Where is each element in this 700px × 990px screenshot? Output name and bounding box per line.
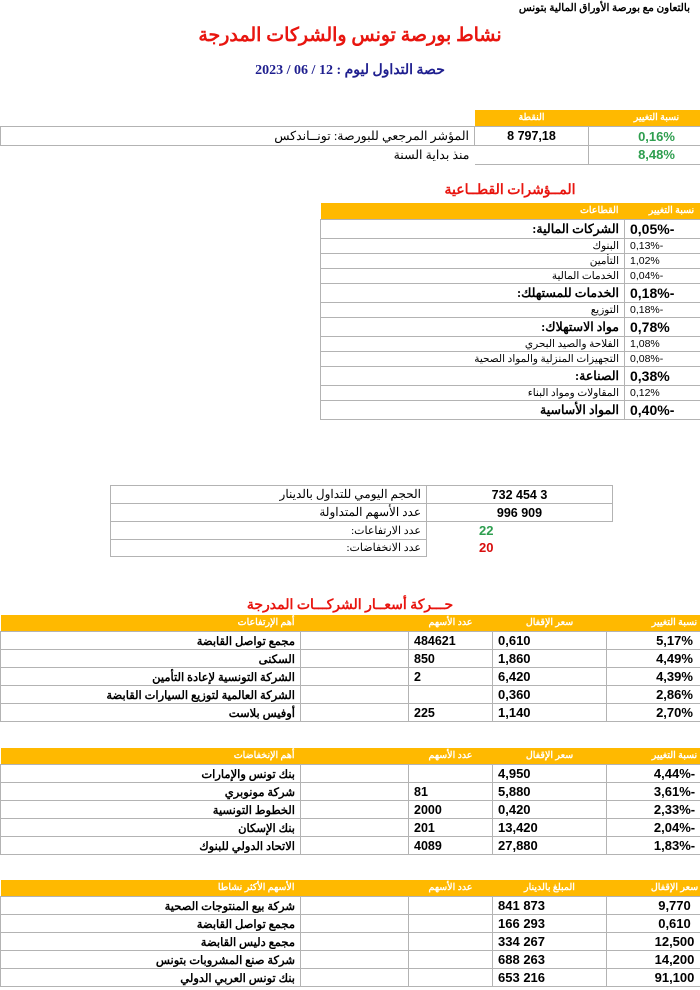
share-count: 201 [409,819,493,837]
col-amount: المبلغ بالدينار [493,880,607,897]
company-name: شركة بيع المنتوجات الصحية [1,897,301,915]
table-row [321,386,700,401]
share-count: 2 [409,668,493,686]
index-label: المؤشر المرجعي للبورصة: تونــاندكس [1,127,475,146]
stat-label: عدد الارتفاعات: [111,522,427,540]
sector-name: التوزيع [321,303,625,318]
share-count [409,933,493,951]
close-price: 14,200 [607,951,700,969]
sector-name: الفلاحة والصيد البحري [321,337,625,352]
table-row [1,704,700,722]
losers-header-row [1,748,700,765]
sector-name: المواد الأساسية [321,401,625,420]
close-price: 5,880 [493,783,607,801]
company-name: شركة مونوبري [1,783,301,801]
table-row [1,969,700,987]
sector-name: البنوك [321,239,625,254]
sector-name: الخدمات المالية [321,269,625,284]
change-pct: -3,61% [607,783,700,801]
close-price: 0,420 [493,801,607,819]
index-label-year: منذ بداية السنة [1,146,475,165]
amount-dinar: 263 688 [493,951,607,969]
sector-header-row [321,203,700,220]
spacer-cell [301,650,409,668]
col-qty: عدد الأسهم [409,615,493,632]
movements-heading: حـــركة أسعــار الشركـــات المدرجة [246,598,454,613]
sector-change: -0,08% [625,352,700,367]
close-price: 1,860 [493,650,607,668]
table-row [321,269,700,284]
spacer-cell [301,632,409,650]
sector-change: 0,78% [625,318,700,337]
amount-dinar: 293 166 [493,915,607,933]
table-row [1,837,700,855]
spacer-cell [301,951,409,969]
close-price: 27,880 [493,837,607,855]
close-price: 0,610 [493,632,607,650]
table-row [1,951,700,969]
table-row [1,915,700,933]
index-table [0,110,700,165]
share-count: 484621 [409,632,493,650]
table-row [1,127,700,146]
change-pct: -2,04% [607,819,700,837]
col-price: سعر الإقفال [493,748,607,765]
col-gap [301,615,409,632]
close-price: 1,140 [493,704,607,722]
index-point-empty [475,146,589,165]
sector-change: 1,08% [625,337,700,352]
sector-change: 1,02% [625,254,700,269]
sector-change: -0,40% [625,401,700,420]
close-price: 9,770 [607,897,700,915]
close-price: 0,610 [607,915,700,933]
page-title: نشاط بورصة تونس والشركات المدرجة [198,25,502,46]
col-gap [301,880,409,897]
close-price: 13,420 [493,819,607,837]
company-name: بنك تونس العربي الدولي [1,969,301,987]
stat-value: 20 [427,539,613,556]
spacer-cell [301,897,409,915]
table-row [1,668,700,686]
col-spacer [1,110,475,127]
share-count: 225 [409,704,493,722]
change-pct: 5,17% [607,632,700,650]
active-rows [1,897,700,987]
spacer-cell [301,668,409,686]
stat-label: عدد الأسهم المتداولة [111,504,427,522]
spacer-cell [301,801,409,819]
stats-table [110,485,613,557]
company-name: مجمع دليس القابضة [1,933,301,951]
company-name: مجمع تواصل القابضة [1,632,301,650]
share-count [409,915,493,933]
table-row [1,146,700,165]
index-header-row [1,110,700,127]
table-row [321,337,700,352]
change-pct: -4,44% [607,765,700,783]
spacer-cell [301,837,409,855]
change-pct: -1,83% [607,837,700,855]
close-price: 0,360 [493,686,607,704]
table-row [1,801,700,819]
company-name: مجمع تواصل القابضة [1,915,301,933]
change-pct: 4,49% [607,650,700,668]
col-price: سعر الإقفال [493,615,607,632]
table-row [321,367,700,386]
table-row [111,522,613,540]
change-pct: 2,86% [607,686,700,704]
sector-change: -0,04% [625,269,700,284]
col-sector-name: القطاعات [321,203,625,220]
sector-name: الخدمات للمستهلك: [321,284,625,303]
spacer-cell [301,686,409,704]
index-change-year: 8,48% [589,146,700,165]
col-gap [301,748,409,765]
share-count: 81 [409,783,493,801]
sector-name: الشركات المالية: [321,220,625,239]
spacer-cell [301,969,409,987]
table-row [321,220,700,239]
losers-table [0,748,700,855]
table-row [1,933,700,951]
gainers-title: أهم الإرتفاعات [1,615,301,632]
company-name: بنك تونس والإمارات [1,765,301,783]
sector-table [320,203,700,420]
sector-change: -0,13% [625,239,700,254]
col-change: نسبة التغيير [607,615,700,632]
stats-rows [111,486,613,557]
share-count: 850 [409,650,493,668]
col-qty: عدد الأسهم [409,880,493,897]
table-row [321,303,700,318]
sector-change: -0,05% [625,220,700,239]
stat-label: عدد الانخفاضات: [111,539,427,556]
table-row [321,254,700,269]
stat-value: 909 996 [427,504,613,522]
table-row [111,486,613,504]
share-count [409,686,493,704]
share-count: 2000 [409,801,493,819]
table-row [1,783,700,801]
sector-change: -0,18% [625,303,700,318]
cooperation-note: بالتعاون مع بورصة الأوراق المالية بتونس [518,3,690,14]
losers-rows [1,765,700,855]
close-price: 12,500 [607,933,700,951]
spacer-cell [301,915,409,933]
table-row [321,284,700,303]
sector-name: المقاولات ومواد البناء [321,386,625,401]
amount-dinar: 873 841 [493,897,607,915]
share-count [409,969,493,987]
spacer-cell [301,819,409,837]
table-row [1,650,700,668]
session-date: حصة التداول ليوم : 12 / 06 / 2023 [255,63,445,78]
close-price: 4,950 [493,765,607,783]
losers-title: أهم الإنخفاضات [1,748,301,765]
col-change: نسبة التغيير [607,748,700,765]
company-name: الشركة التونسية لإعادة التأمين [1,668,301,686]
table-row [1,897,700,915]
company-name: الاتحاد الدولي للبنوك [1,837,301,855]
gainers-rows [1,632,700,722]
share-count: 4089 [409,837,493,855]
sector-name: الصناعة: [321,367,625,386]
col-change: نسبة التغيير [589,110,700,127]
spacer-cell [301,933,409,951]
share-count [409,951,493,969]
stat-value: 22 [427,522,613,540]
sector-change: 0,12% [625,386,700,401]
close-price: 91,100 [607,969,700,987]
sector-heading: المــؤشرات القطــاعية [444,183,576,198]
col-point: النقطة [475,110,589,127]
company-name: الشركة العالمية لتوزيع السيارات القابضة [1,686,301,704]
amount-dinar: 267 334 [493,933,607,951]
spacer-cell [301,704,409,722]
spacer-cell [301,783,409,801]
most-active-table [0,880,700,987]
active-header-row [1,880,700,897]
sector-change: -0,18% [625,284,700,303]
table-row [111,539,613,556]
table-row [1,765,700,783]
company-name: أوفيس بلاست [1,704,301,722]
company-name: الخطوط التونسية [1,801,301,819]
table-row [1,686,700,704]
sector-rows [321,220,700,420]
company-name: بنك الإسكان [1,819,301,837]
close-price: 6,420 [493,668,607,686]
col-price: سعر الإقفال [607,880,700,897]
sector-name: مواد الاستهلاك: [321,318,625,337]
table-row [1,632,700,650]
share-count [409,765,493,783]
stat-label: الحجم اليومي للتداول بالدينار [111,486,427,504]
gainers-header-row [1,615,700,632]
share-count [409,897,493,915]
table-row [1,819,700,837]
change-pct: 4,39% [607,668,700,686]
table-row [111,504,613,522]
stat-value: 3 454 732 [427,486,613,504]
change-pct: -2,33% [607,801,700,819]
sector-change: 0,38% [625,367,700,386]
index-change-ytd-day: 0,16% [589,127,700,146]
table-row [321,401,700,420]
spacer-cell [301,765,409,783]
amount-dinar: 216 653 [493,969,607,987]
gainers-table [0,615,700,722]
col-sector-change: نسبة التغيير [625,203,700,220]
active-title: الأسهم الأكثر نشاطا [1,880,301,897]
table-row [321,318,700,337]
table-row [321,352,700,367]
table-row [321,239,700,254]
col-qty: عدد الأسهم [409,748,493,765]
index-point: 8 797,18 [475,127,589,146]
change-pct: 2,70% [607,704,700,722]
sector-name: التجهيزات المنزلية والمواد الصحية [321,352,625,367]
company-name: شركة صنع المشروبات بتونس [1,951,301,969]
company-name: السكنى [1,650,301,668]
sector-name: التأمين [321,254,625,269]
